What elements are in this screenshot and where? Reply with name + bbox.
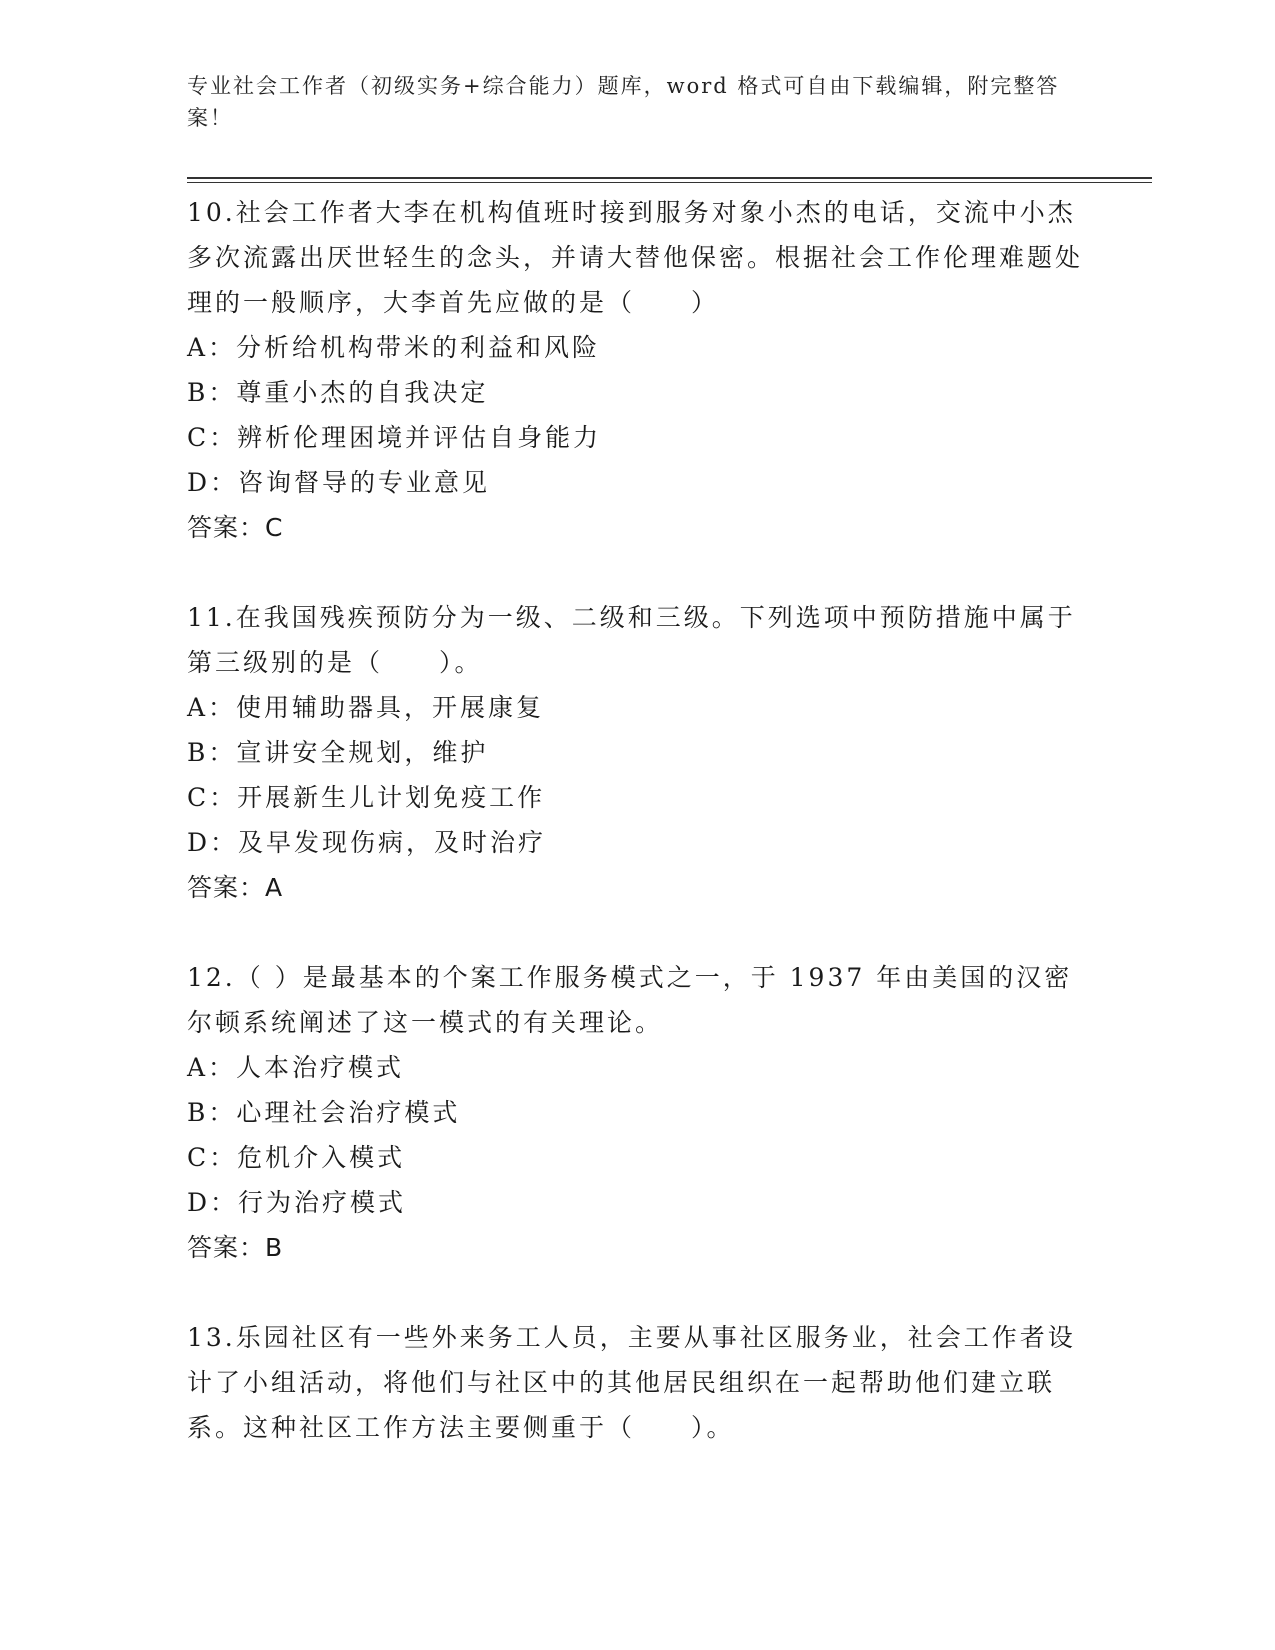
option-d: D：咨询督导的专业意见 (187, 468, 491, 497)
option-a: A：使用辅助器具，开展康复 (187, 693, 545, 722)
option-c: C：危机介入模式 (187, 1143, 406, 1172)
option-c: C：辨析伦理困境并评估自身能力 (187, 423, 602, 452)
question-11 (187, 595, 1087, 910)
document-header: 专业社会工作者（初级实务+综合能力）题库，word 格式可自由下载编辑，附完整答案！ (187, 74, 1060, 130)
option-d: D：及早发现伤病，及时治疗 (187, 828, 547, 857)
answer-line: 答案：A (187, 873, 284, 902)
question-10 (187, 190, 1087, 550)
option-b: B：心理社会治疗模式 (187, 1098, 461, 1127)
option-c: C：开展新生儿计划免疫工作 (187, 783, 546, 812)
question-stem: 11.在我国残疾预防分为一级、二级和三级。下列选项中预防措施中属于第三级别的是（ ）。 (187, 603, 1076, 677)
question-12 (187, 955, 1087, 1270)
question-stem: 12.（ ）是最基本的个案工作服务模式之一，于 1937 年由美国的汉密尔顿系统阐述了这一模式的有关理论。 (187, 963, 1073, 1037)
option-d: D：行为治疗模式 (187, 1188, 407, 1217)
answer-line: 答案：B (187, 1233, 284, 1262)
option-b: B：宣讲安全规划，维护 (187, 738, 489, 767)
option-b: B：尊重小杰的自我决定 (187, 378, 489, 407)
header-divider-thick (187, 177, 1152, 179)
answer-line: 答案：C (187, 513, 284, 542)
header-divider-thin (187, 182, 1152, 183)
option-a: A：人本治疗模式 (187, 1053, 405, 1082)
question-stem: 13.乐园社区有一些外来务工人员，主要从事社区服务业，社会工作者设计了小组活动，将他们与社区中的其他居民组织在一起帮助他们建立联系。这种社区工作方法主要侧重于（ ）。 (187, 1323, 1076, 1442)
question-13 (187, 1315, 1087, 1450)
option-a: A：分析给机构带米的利益和风险 (187, 333, 601, 362)
question-list (187, 190, 1087, 1495)
question-stem: 10.社会工作者大李在机构值班时接到服务对象小杰的电话，交流中小杰多次流露出厌世轻生的念头，并请大替他保密。根据社会工作伦理难题处理的一般顺序，大李首先应做的是（ ） (187, 198, 1084, 317)
